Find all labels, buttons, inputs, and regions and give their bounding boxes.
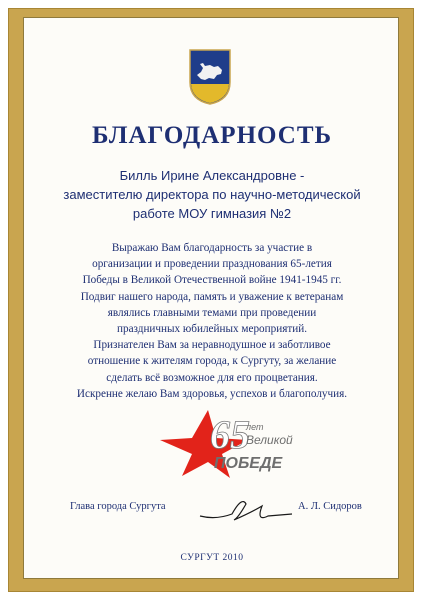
text-line: Подвиг нашего народа, память и уважение к ветеранам [80, 290, 344, 303]
text-line: Победы в Великой Отечественной войне 1941-1945 гг. [82, 274, 342, 287]
victory-65-logo [152, 396, 302, 480]
text-line: Признателен Вам за неравнодушное и заботливое [93, 339, 331, 352]
text-line: Искренне желаю Вам здоровья, успехов и благополучия. [76, 387, 348, 400]
recipient-line: Билль Ирине Александровне - [119, 168, 305, 183]
logo-line2: Великой [246, 433, 293, 447]
city-coat-of-arms-icon [188, 48, 232, 106]
logo-line1: лет [246, 422, 264, 432]
text-line: Выражаю Вам благодарность за участие в [111, 242, 313, 254]
recipient-line: работе МОУ гимназия №2 [132, 206, 292, 221]
handwritten-signature [196, 492, 296, 526]
signer-position: Глава города Сургута [70, 501, 166, 512]
document-title: БЛАГОДАРНОСТЬ [91, 122, 333, 149]
recipient-block [40, 166, 384, 223]
logo-number: 65 [210, 412, 250, 457]
gratitude-text [40, 240, 384, 402]
text-line: организации и проведении празднования 65-летия [92, 258, 332, 271]
city-and-year: СУРГУТ 2010 [180, 553, 244, 563]
text-line: сделать всё возможное для его процветания. [106, 371, 318, 384]
recipient-line: заместителю директора по научно-методической [63, 187, 361, 202]
signer-name: А. Л. Сидоров [298, 501, 362, 512]
logo-line3: ПОБЕДЕ [214, 455, 283, 472]
text-line: праздничных юбилейных мероприятий. [116, 323, 308, 336]
text-line: отношение к жителям города, к Сургуту, за желание [87, 355, 337, 368]
text-line: являлись главными темами при проведении [107, 306, 317, 319]
